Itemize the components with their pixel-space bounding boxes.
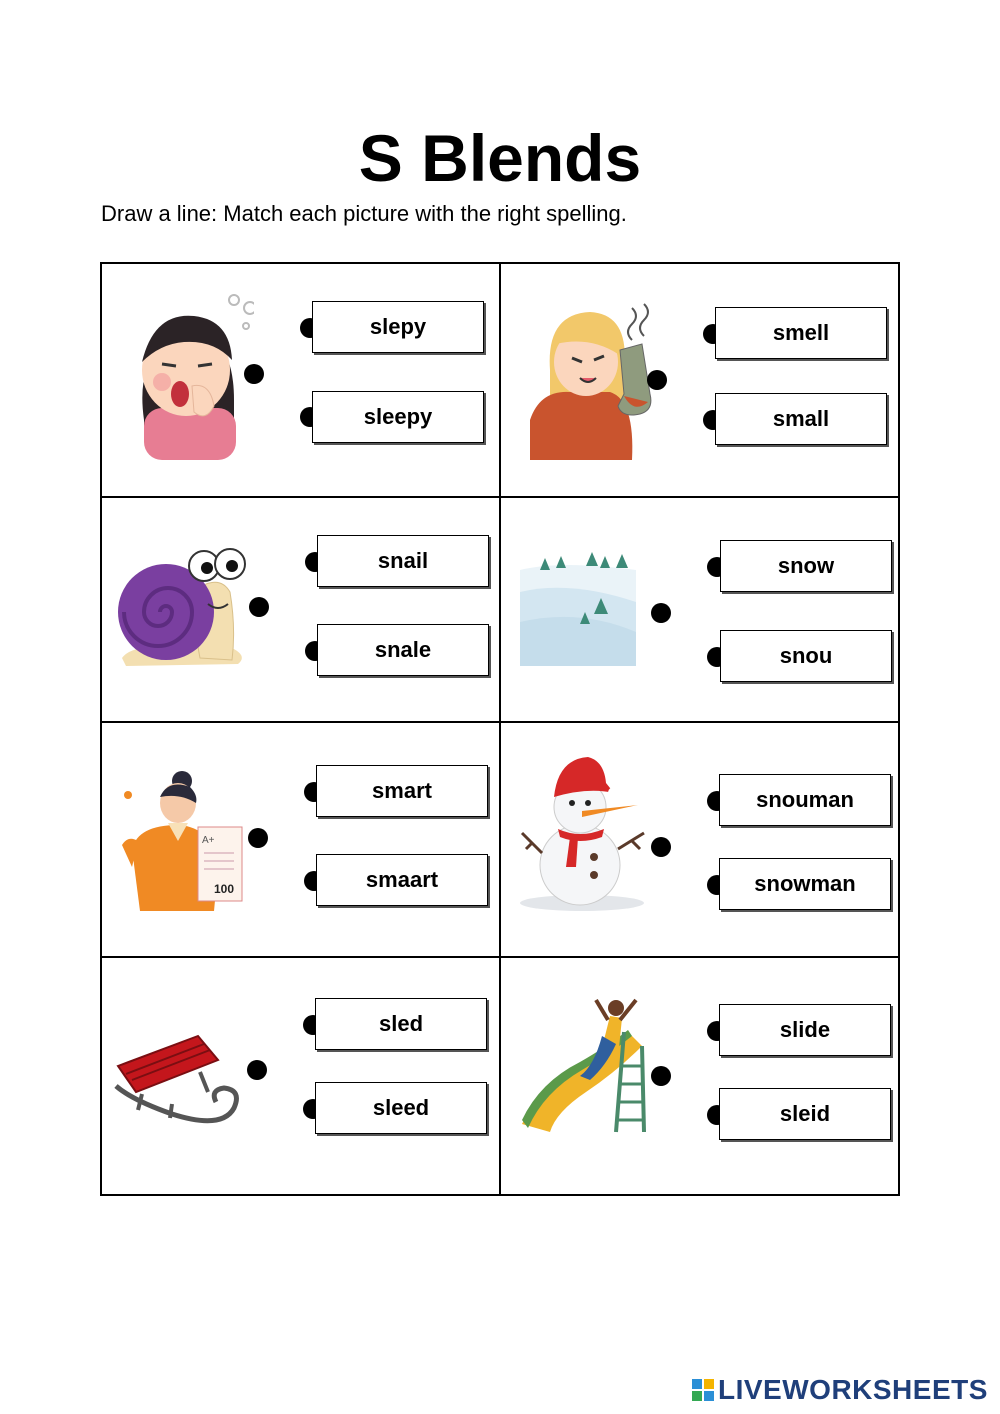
slide-icon bbox=[520, 996, 650, 1136]
logo-text: LIVEWORKSHEETS bbox=[718, 1374, 988, 1405]
option-box[interactable]: smart bbox=[316, 765, 488, 817]
picture-dot[interactable] bbox=[651, 603, 671, 623]
match-cell bbox=[500, 956, 900, 1194]
svg-text:100: 100 bbox=[214, 882, 235, 896]
svg-text:A+: A+ bbox=[202, 835, 215, 846]
option-box[interactable]: snail bbox=[317, 535, 489, 587]
match-cell bbox=[500, 721, 900, 956]
liveworksheets-logo bbox=[692, 1374, 988, 1406]
match-cell bbox=[100, 956, 500, 1194]
instructions: Draw a line: Match each picture with the right spelling. bbox=[101, 201, 627, 226]
match-cell bbox=[100, 721, 500, 956]
option-box[interactable]: smell bbox=[715, 307, 887, 359]
match-cell bbox=[500, 496, 900, 721]
match-cell bbox=[100, 262, 500, 496]
option-box[interactable]: snow bbox=[720, 540, 892, 592]
option-box[interactable]: sleepy bbox=[312, 391, 484, 443]
option-box[interactable]: slepy bbox=[312, 301, 484, 353]
option-box[interactable]: snowman bbox=[719, 858, 891, 910]
picture-dot[interactable] bbox=[651, 1066, 671, 1086]
picture-dot[interactable] bbox=[249, 597, 269, 617]
smelly-sock-girl-icon bbox=[520, 300, 660, 460]
picture-dot[interactable] bbox=[248, 828, 268, 848]
option-box[interactable]: small bbox=[715, 393, 887, 445]
option-box[interactable]: snouman bbox=[719, 774, 891, 826]
snowy-hills-icon bbox=[520, 552, 636, 666]
snowman-icon bbox=[518, 753, 648, 913]
yawning-girl-icon bbox=[124, 290, 254, 460]
picture-dot[interactable] bbox=[247, 1060, 267, 1080]
sled-icon bbox=[112, 1030, 248, 1136]
option-box[interactable]: slide bbox=[719, 1004, 891, 1056]
option-box[interactable]: snou bbox=[720, 630, 892, 682]
match-cell bbox=[500, 262, 900, 496]
smart-student-icon bbox=[118, 769, 246, 911]
picture-dot[interactable] bbox=[244, 364, 264, 384]
picture-dot[interactable] bbox=[647, 370, 667, 390]
picture-dot[interactable] bbox=[651, 837, 671, 857]
snail-icon bbox=[112, 548, 248, 668]
option-box[interactable]: smaart bbox=[316, 854, 488, 906]
match-cell bbox=[100, 496, 500, 721]
matching-grid bbox=[100, 262, 900, 1196]
option-box[interactable]: sled bbox=[315, 998, 487, 1050]
liveworksheets-logo-icon bbox=[692, 1379, 714, 1401]
option-box[interactable]: snale bbox=[317, 624, 489, 676]
option-box[interactable]: sleed bbox=[315, 1082, 487, 1134]
worksheet-title: S Blends bbox=[358, 121, 642, 195]
option-box[interactable]: sleid bbox=[719, 1088, 891, 1140]
